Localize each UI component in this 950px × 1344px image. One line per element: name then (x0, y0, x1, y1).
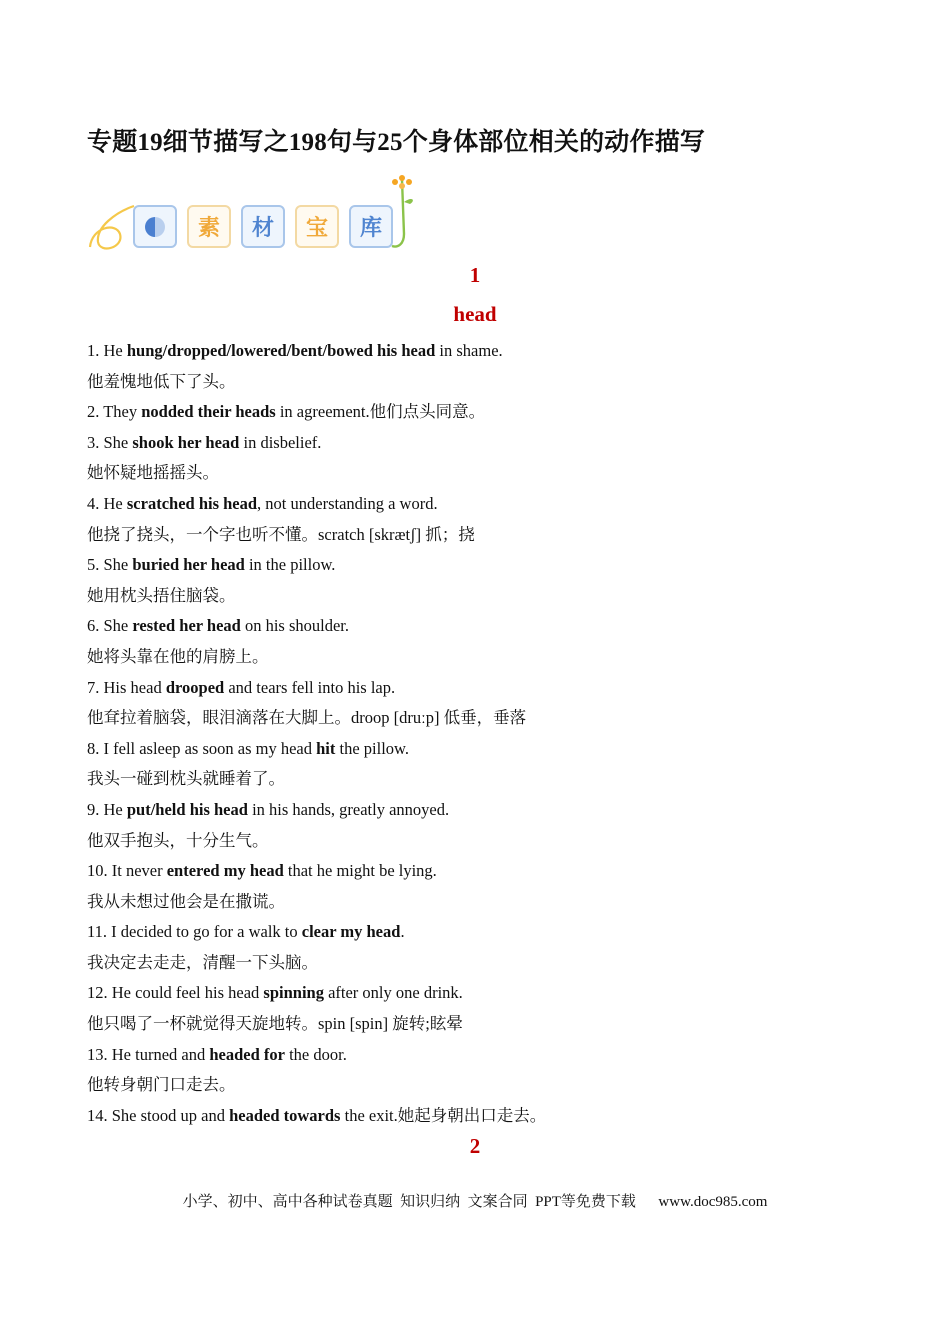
section-word-head: head (453, 302, 497, 326)
translation-line: 他只喝了一杯就觉得天旋地转。spin [spin] 旋转;眩晕 (87, 1014, 463, 1034)
material-library-banner (86, 172, 426, 256)
footer-text: 小学、初中、高中各种试卷真题 知识归纳 文案合同 PPT等免费下载 (182, 1194, 636, 1210)
sentence-line: 3. She shook her head in disbelief. (87, 432, 322, 452)
document-title: 专题19细节描写之198句与25个身体部位相关的动作描写 (87, 129, 706, 156)
banner-ball-box (133, 205, 177, 248)
translation-line: 她怀疑地摇摇头。 (87, 463, 219, 483)
sentence-list (87, 336, 887, 1131)
banner-char-3: 宝 (295, 205, 339, 248)
page-footer (0, 1190, 950, 1211)
sentence-line: 4. He scratched his head, not understanding a word. (87, 493, 438, 513)
sentence-line: 11. I decided to go for a walk to clear my head. (87, 922, 405, 942)
section-number-2: 2 (469, 1134, 481, 1158)
sentence-line: 8. I fell asleep as soon as my head hit the pillow. (87, 738, 410, 758)
sentence-line: 14. She stood up and headed towards the exit.她起身朝出口走去。 (87, 1105, 547, 1125)
banner-char-4: 库 (349, 205, 393, 248)
sentence-line: 5. She buried her head in the pillow. (87, 555, 336, 575)
banner-char-1: 素 (187, 205, 231, 248)
translation-line: 她将头靠在他的肩膀上。 (87, 646, 269, 666)
sentence-line: 2. They nodded their heads in agreement.他们点头同意。 (87, 402, 486, 422)
sentence-line: 1. He hung/dropped/lowered/bent/bowed his head in shame. (87, 341, 503, 360)
translation-line: 她用枕头捂住脑袋。 (87, 585, 236, 605)
sentence-line: 10. It never entered my head that he might be lying. (87, 861, 437, 881)
sentence-line: 12. He could feel his head spinning after only one drink. (87, 983, 463, 1003)
section-number-1: 1 (469, 263, 481, 287)
translation-line: 我决定去走走，清醒一下头脑。 (87, 952, 318, 972)
footer-url: www.doc985.com (658, 1194, 768, 1210)
translation-line: 他挠了挠头，一个字也听不懂。scratch [skrætʃ] 抓；挠 (87, 524, 475, 544)
translation-line: 我从未想过他会是在撒谎。 (87, 891, 285, 911)
sentence-line: 9. He put/held his head in his hands, greatly annoyed. (87, 799, 450, 819)
translation-line: 他羞愧地低下了头。 (87, 371, 236, 391)
sentence-line: 7. His head drooped and tears fell into his lap. (87, 677, 396, 697)
translation-line: 他转身朝门口走去。 (87, 1075, 236, 1095)
translation-line: 他耷拉着脑袋，眼泪滴落在大脚上。droop [druːp] 低垂，垂落 (87, 708, 527, 728)
banner-char-2: 材 (241, 205, 285, 248)
translation-line: 我头一碰到枕头就睡着了。 (87, 769, 285, 789)
ball-icon (145, 217, 165, 237)
sentence-line: 13. He turned and headed for the door. (87, 1044, 347, 1064)
sentence-line: 6. She rested her head on his shoulder. (87, 616, 350, 636)
translation-line: 他双手抱头，十分生气。 (87, 830, 269, 850)
